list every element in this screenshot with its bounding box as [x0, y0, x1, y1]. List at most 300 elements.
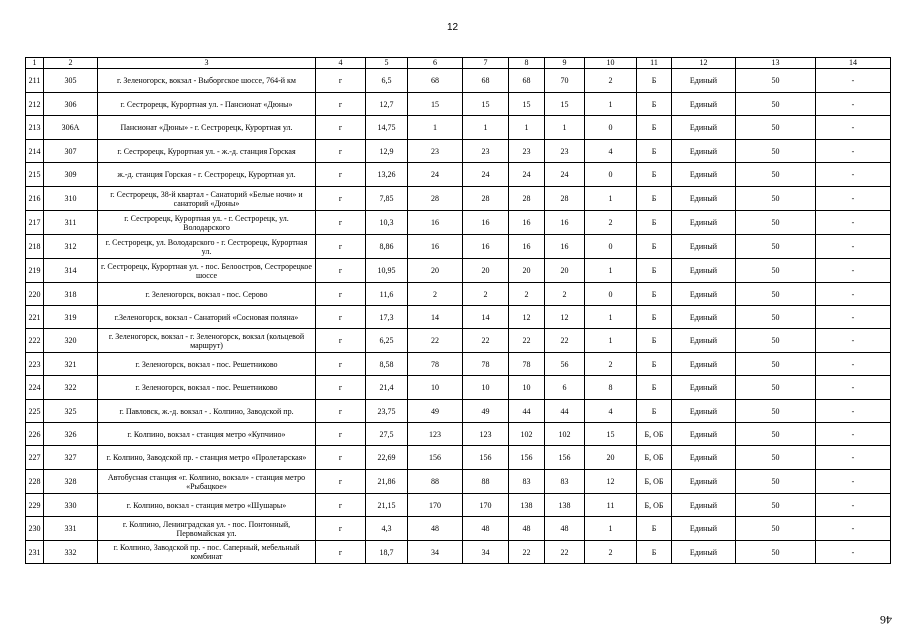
col-type-cell: г	[316, 187, 366, 211]
col-7-cell: 22	[509, 541, 545, 564]
col-tariff-cell: Единый	[672, 423, 736, 446]
col-7-cell: 68	[509, 69, 545, 93]
col-6-cell: 24	[463, 163, 509, 187]
col-price-cell: 50	[736, 400, 816, 423]
col-index-cell: 217	[26, 211, 44, 235]
table-row	[26, 446, 891, 470]
col-route-number-cell: 326	[44, 423, 98, 446]
col-8-cell: 6	[545, 376, 585, 400]
col-9-cell: 2	[585, 541, 637, 564]
col-notes-cell: -	[816, 93, 891, 116]
col-index-cell: 218	[26, 235, 44, 259]
col-5-cell: 156	[408, 446, 463, 470]
col-tariff-cell: Единый	[672, 517, 736, 541]
col-price-cell: 50	[736, 517, 816, 541]
col-9-cell: 0	[585, 163, 637, 187]
col-type-cell: г	[316, 353, 366, 376]
header-col-index: 1	[26, 58, 44, 69]
col-notes-cell: -	[816, 211, 891, 235]
col-8-cell: 138	[545, 494, 585, 517]
col-index-cell: 231	[26, 541, 44, 564]
col-7-cell: 24	[509, 163, 545, 187]
col-tariff-cell: Единый	[672, 140, 736, 163]
table-row	[26, 517, 891, 541]
col-8-cell: 20	[545, 259, 585, 283]
col-length-cell: 21,15	[366, 494, 408, 517]
col-8-cell: 15	[545, 93, 585, 116]
col-tariff-cell: Единый	[672, 541, 736, 564]
table-body	[26, 69, 891, 564]
col-8-cell: 1	[545, 116, 585, 140]
col-8-cell: 2	[545, 283, 585, 306]
col-type-cell: г	[316, 376, 366, 400]
col-6-cell: 16	[463, 235, 509, 259]
col-length-cell: 13,26	[366, 163, 408, 187]
col-6-cell: 1	[463, 116, 509, 140]
col-6-cell: 2	[463, 283, 509, 306]
col-9-cell: 1	[585, 306, 637, 329]
col-8-cell: 102	[545, 423, 585, 446]
col-10-cell: Б, ОБ	[637, 494, 672, 517]
col-10-cell: Б	[637, 140, 672, 163]
col-6-cell: 156	[463, 446, 509, 470]
col-length-cell: 6,5	[366, 69, 408, 93]
col-9-cell: 4	[585, 400, 637, 423]
col-price-cell: 50	[736, 93, 816, 116]
col-10-cell: Б, ОБ	[637, 446, 672, 470]
col-route-name-cell: г. Зеленогорск, вокзал - пос. Решетниково	[98, 353, 316, 376]
col-length-cell: 11,6	[366, 283, 408, 306]
col-route-name-cell: г. Зеленогорск, вокзал - г. Зеленогорск, вокзал (кольцевой маршрут)	[98, 329, 316, 353]
col-route-name-cell: г. Колпино, Заводской пр. - станция метро «Пролетарская»	[98, 446, 316, 470]
col-type-cell: г	[316, 259, 366, 283]
col-10-cell: Б	[637, 235, 672, 259]
col-tariff-cell: Единый	[672, 446, 736, 470]
col-route-number-cell: 321	[44, 353, 98, 376]
header-col-tariff: 12	[672, 58, 736, 69]
col-tariff-cell: Единый	[672, 187, 736, 211]
col-5-cell: 68	[408, 69, 463, 93]
col-9-cell: 1	[585, 93, 637, 116]
col-type-cell: г	[316, 329, 366, 353]
col-10-cell: Б	[637, 187, 672, 211]
col-5-cell: 23	[408, 140, 463, 163]
col-7-cell: 102	[509, 423, 545, 446]
table-row	[26, 400, 891, 423]
col-route-number-cell: 306А	[44, 116, 98, 140]
col-length-cell: 21,86	[366, 470, 408, 494]
col-notes-cell: -	[816, 329, 891, 353]
col-route-name-cell: г. Колпино, Заводской пр. - пос. Саперный, мебельный комбинат	[98, 541, 316, 564]
col-tariff-cell: Единый	[672, 400, 736, 423]
col-6-cell: 170	[463, 494, 509, 517]
col-route-name-cell: г. Колпино, Ленинградская ул. - пос. Понтонный, Первомайская ул.	[98, 517, 316, 541]
col-7-cell: 10	[509, 376, 545, 400]
col-10-cell: Б	[637, 259, 672, 283]
col-route-name-cell: Пансионат «Дюны» - г. Сестрорецк, Курортная ул.	[98, 116, 316, 140]
col-10-cell: Б, ОБ	[637, 470, 672, 494]
col-price-cell: 50	[736, 283, 816, 306]
col-5-cell: 20	[408, 259, 463, 283]
col-price-cell: 50	[736, 376, 816, 400]
col-10-cell: Б	[637, 93, 672, 116]
col-9-cell: 11	[585, 494, 637, 517]
col-notes-cell: -	[816, 446, 891, 470]
header-col-10: 11	[637, 58, 672, 69]
col-index-cell: 221	[26, 306, 44, 329]
col-notes-cell: -	[816, 353, 891, 376]
col-8-cell: 16	[545, 211, 585, 235]
col-length-cell: 23,75	[366, 400, 408, 423]
table-row	[26, 376, 891, 400]
col-tariff-cell: Единый	[672, 306, 736, 329]
col-5-cell: 2	[408, 283, 463, 306]
col-index-cell: 222	[26, 329, 44, 353]
col-price-cell: 50	[736, 494, 816, 517]
col-5-cell: 170	[408, 494, 463, 517]
col-tariff-cell: Единый	[672, 470, 736, 494]
col-7-cell: 48	[509, 517, 545, 541]
col-type-cell: г	[316, 211, 366, 235]
col-8-cell: 70	[545, 69, 585, 93]
col-route-number-cell: 310	[44, 187, 98, 211]
col-route-name-cell: г. Зеленогорск, вокзал - пос. Серово	[98, 283, 316, 306]
col-9-cell: 20	[585, 446, 637, 470]
col-8-cell: 48	[545, 517, 585, 541]
col-7-cell: 83	[509, 470, 545, 494]
col-5-cell: 16	[408, 211, 463, 235]
col-5-cell: 123	[408, 423, 463, 446]
col-index-cell: 225	[26, 400, 44, 423]
col-type-cell: г	[316, 283, 366, 306]
col-length-cell: 17,3	[366, 306, 408, 329]
col-index-cell: 227	[26, 446, 44, 470]
col-length-cell: 4,3	[366, 517, 408, 541]
col-9-cell: 2	[585, 353, 637, 376]
col-8-cell: 56	[545, 353, 585, 376]
col-notes-cell: -	[816, 517, 891, 541]
table-row	[26, 211, 891, 235]
col-7-cell: 20	[509, 259, 545, 283]
col-10-cell: Б	[637, 353, 672, 376]
col-10-cell: Б	[637, 400, 672, 423]
col-tariff-cell: Единый	[672, 93, 736, 116]
col-9-cell: 1	[585, 517, 637, 541]
col-tariff-cell: Единый	[672, 329, 736, 353]
col-price-cell: 50	[736, 187, 816, 211]
table-row	[26, 69, 891, 93]
col-length-cell: 18,7	[366, 541, 408, 564]
col-6-cell: 20	[463, 259, 509, 283]
folio-mark: 46	[880, 613, 892, 627]
col-notes-cell: -	[816, 187, 891, 211]
col-notes-cell: -	[816, 423, 891, 446]
col-7-cell: 44	[509, 400, 545, 423]
col-length-cell: 8,58	[366, 353, 408, 376]
col-9-cell: 1	[585, 187, 637, 211]
col-type-cell: г	[316, 69, 366, 93]
col-notes-cell: -	[816, 259, 891, 283]
col-6-cell: 34	[463, 541, 509, 564]
col-8-cell: 24	[545, 163, 585, 187]
col-9-cell: 0	[585, 283, 637, 306]
table-row	[26, 470, 891, 494]
col-price-cell: 50	[736, 235, 816, 259]
col-tariff-cell: Единый	[672, 259, 736, 283]
col-7-cell: 22	[509, 329, 545, 353]
col-length-cell: 22,69	[366, 446, 408, 470]
col-5-cell: 48	[408, 517, 463, 541]
header-col-type: 4	[316, 58, 366, 69]
col-route-number-cell: 331	[44, 517, 98, 541]
col-route-name-cell: г. Колпино, вокзал - станция метро «Шушары»	[98, 494, 316, 517]
col-5-cell: 24	[408, 163, 463, 187]
table-header-row	[26, 58, 891, 69]
col-length-cell: 8,86	[366, 235, 408, 259]
col-10-cell: Б, ОБ	[637, 423, 672, 446]
col-5-cell: 88	[408, 470, 463, 494]
col-10-cell: Б	[637, 306, 672, 329]
col-8-cell: 44	[545, 400, 585, 423]
col-5-cell: 16	[408, 235, 463, 259]
col-7-cell: 16	[509, 235, 545, 259]
col-length-cell: 10,3	[366, 211, 408, 235]
col-7-cell: 23	[509, 140, 545, 163]
col-5-cell: 14	[408, 306, 463, 329]
col-price-cell: 50	[736, 163, 816, 187]
col-index-cell: 230	[26, 517, 44, 541]
table-row	[26, 116, 891, 140]
col-10-cell: Б	[637, 541, 672, 564]
col-type-cell: г	[316, 116, 366, 140]
table-row	[26, 283, 891, 306]
col-7-cell: 16	[509, 211, 545, 235]
col-7-cell: 78	[509, 353, 545, 376]
table-row	[26, 259, 891, 283]
col-route-name-cell: г. Сестрорецк, Курортная ул. - Пансионат «Дюны»	[98, 93, 316, 116]
col-price-cell: 50	[736, 470, 816, 494]
header-col-9: 10	[585, 58, 637, 69]
col-tariff-cell: Единый	[672, 211, 736, 235]
col-route-number-cell: 330	[44, 494, 98, 517]
col-8-cell: 23	[545, 140, 585, 163]
col-notes-cell: -	[816, 494, 891, 517]
col-length-cell: 21,4	[366, 376, 408, 400]
col-6-cell: 48	[463, 517, 509, 541]
col-route-number-cell: 320	[44, 329, 98, 353]
col-10-cell: Б	[637, 163, 672, 187]
col-route-number-cell: 312	[44, 235, 98, 259]
col-type-cell: г	[316, 517, 366, 541]
header-col-8: 9	[545, 58, 585, 69]
col-5-cell: 34	[408, 541, 463, 564]
col-6-cell: 14	[463, 306, 509, 329]
col-7-cell: 1	[509, 116, 545, 140]
col-route-number-cell: 325	[44, 400, 98, 423]
col-type-cell: г	[316, 93, 366, 116]
col-length-cell: 14,75	[366, 116, 408, 140]
col-9-cell: 0	[585, 235, 637, 259]
col-6-cell: 28	[463, 187, 509, 211]
col-index-cell: 215	[26, 163, 44, 187]
col-route-name-cell: г. Павловск, ж.-д. вокзал - . Колпино, Заводской пр.	[98, 400, 316, 423]
col-6-cell: 10	[463, 376, 509, 400]
route-table	[25, 57, 891, 564]
col-type-cell: г	[316, 494, 366, 517]
col-tariff-cell: Единый	[672, 163, 736, 187]
col-tariff-cell: Единый	[672, 353, 736, 376]
header-col-length: 5	[366, 58, 408, 69]
col-notes-cell: -	[816, 306, 891, 329]
col-type-cell: г	[316, 400, 366, 423]
col-price-cell: 50	[736, 541, 816, 564]
col-6-cell: 23	[463, 140, 509, 163]
col-route-name-cell: ж.-д. станция Горская - г. Сестрорецк, Курортная ул.	[98, 163, 316, 187]
col-length-cell: 12,9	[366, 140, 408, 163]
table-row	[26, 541, 891, 564]
table-row	[26, 423, 891, 446]
col-9-cell: 0	[585, 116, 637, 140]
col-7-cell: 156	[509, 446, 545, 470]
col-7-cell: 15	[509, 93, 545, 116]
col-length-cell: 6,25	[366, 329, 408, 353]
col-9-cell: 12	[585, 470, 637, 494]
col-price-cell: 50	[736, 423, 816, 446]
col-route-name-cell: г. Сестрорецк, ул. Володарского - г. Сестрорецк, Курортная ул.	[98, 235, 316, 259]
col-notes-cell: -	[816, 400, 891, 423]
col-7-cell: 138	[509, 494, 545, 517]
col-8-cell: 22	[545, 329, 585, 353]
col-tariff-cell: Единый	[672, 69, 736, 93]
col-index-cell: 229	[26, 494, 44, 517]
col-route-name-cell: г. Сестрорецк, Курортная ул. - ж.-д. станция Горская	[98, 140, 316, 163]
col-5-cell: 22	[408, 329, 463, 353]
col-notes-cell: -	[816, 541, 891, 564]
col-5-cell: 1	[408, 116, 463, 140]
col-route-name-cell: г. Зеленогорск, вокзал - пос. Решетниково	[98, 376, 316, 400]
header-col-price: 13	[736, 58, 816, 69]
col-index-cell: 224	[26, 376, 44, 400]
col-route-name-cell: г. Зеленогорск, вокзал - Выборгское шоссе, 764-й км	[98, 69, 316, 93]
table-row	[26, 494, 891, 517]
col-6-cell: 22	[463, 329, 509, 353]
col-9-cell: 8	[585, 376, 637, 400]
col-index-cell: 219	[26, 259, 44, 283]
col-length-cell: 27,5	[366, 423, 408, 446]
table-row	[26, 306, 891, 329]
col-price-cell: 50	[736, 353, 816, 376]
col-6-cell: 49	[463, 400, 509, 423]
col-10-cell: Б	[637, 376, 672, 400]
col-notes-cell: -	[816, 470, 891, 494]
col-6-cell: 68	[463, 69, 509, 93]
col-6-cell: 88	[463, 470, 509, 494]
col-tariff-cell: Единый	[672, 235, 736, 259]
col-9-cell: 15	[585, 423, 637, 446]
col-tariff-cell: Единый	[672, 376, 736, 400]
col-8-cell: 12	[545, 306, 585, 329]
col-route-number-cell: 305	[44, 69, 98, 93]
col-type-cell: г	[316, 140, 366, 163]
col-length-cell: 7,85	[366, 187, 408, 211]
col-type-cell: г	[316, 446, 366, 470]
col-tariff-cell: Единый	[672, 283, 736, 306]
table-row	[26, 353, 891, 376]
col-route-number-cell: 322	[44, 376, 98, 400]
col-notes-cell: -	[816, 116, 891, 140]
col-8-cell: 83	[545, 470, 585, 494]
col-route-number-cell: 311	[44, 211, 98, 235]
col-5-cell: 78	[408, 353, 463, 376]
col-route-name-cell: г. Сестрорецк, 38-й квартал - Санаторий «Белые ночи» и санаторий «Дюны»	[98, 187, 316, 211]
col-route-name-cell: г.Зеленогорск, вокзал - Санаторий «Сосновая поляна»	[98, 306, 316, 329]
col-7-cell: 2	[509, 283, 545, 306]
col-index-cell: 226	[26, 423, 44, 446]
col-type-cell: г	[316, 306, 366, 329]
col-price-cell: 50	[736, 116, 816, 140]
header-col-7: 8	[509, 58, 545, 69]
col-index-cell: 223	[26, 353, 44, 376]
col-7-cell: 28	[509, 187, 545, 211]
col-9-cell: 2	[585, 69, 637, 93]
col-index-cell: 211	[26, 69, 44, 93]
col-price-cell: 50	[736, 140, 816, 163]
header-col-6: 7	[463, 58, 509, 69]
col-5-cell: 10	[408, 376, 463, 400]
col-9-cell: 1	[585, 329, 637, 353]
col-8-cell: 156	[545, 446, 585, 470]
col-7-cell: 12	[509, 306, 545, 329]
col-10-cell: Б	[637, 116, 672, 140]
col-8-cell: 22	[545, 541, 585, 564]
col-8-cell: 28	[545, 187, 585, 211]
header-col-5: 6	[408, 58, 463, 69]
col-6-cell: 16	[463, 211, 509, 235]
page-number: 12	[446, 22, 459, 33]
col-notes-cell: -	[816, 235, 891, 259]
col-10-cell: Б	[637, 329, 672, 353]
col-index-cell: 212	[26, 93, 44, 116]
col-notes-cell: -	[816, 376, 891, 400]
col-type-cell: г	[316, 163, 366, 187]
col-length-cell: 12,7	[366, 93, 408, 116]
table-row	[26, 329, 891, 353]
col-tariff-cell: Единый	[672, 494, 736, 517]
col-price-cell: 50	[736, 259, 816, 283]
col-5-cell: 28	[408, 187, 463, 211]
col-type-cell: г	[316, 423, 366, 446]
col-5-cell: 15	[408, 93, 463, 116]
col-6-cell: 78	[463, 353, 509, 376]
col-notes-cell: -	[816, 140, 891, 163]
col-notes-cell: -	[816, 283, 891, 306]
table-row	[26, 187, 891, 211]
col-route-number-cell: 319	[44, 306, 98, 329]
col-price-cell: 50	[736, 329, 816, 353]
table-row	[26, 93, 891, 116]
col-notes-cell: -	[816, 69, 891, 93]
col-notes-cell: -	[816, 163, 891, 187]
col-8-cell: 16	[545, 235, 585, 259]
col-route-name-cell: г. Сестрорецк, Курортная ул. - пос. Белоостров, Сестрорецкое шоссе	[98, 259, 316, 283]
col-index-cell: 214	[26, 140, 44, 163]
col-10-cell: Б	[637, 69, 672, 93]
col-length-cell: 10,95	[366, 259, 408, 283]
col-index-cell: 220	[26, 283, 44, 306]
header-col-route-number: 2	[44, 58, 98, 69]
table-row	[26, 140, 891, 163]
col-route-name-cell: Автобусная станция «г. Колпино, вокзал» - станция метро «Рыбацкое»	[98, 470, 316, 494]
